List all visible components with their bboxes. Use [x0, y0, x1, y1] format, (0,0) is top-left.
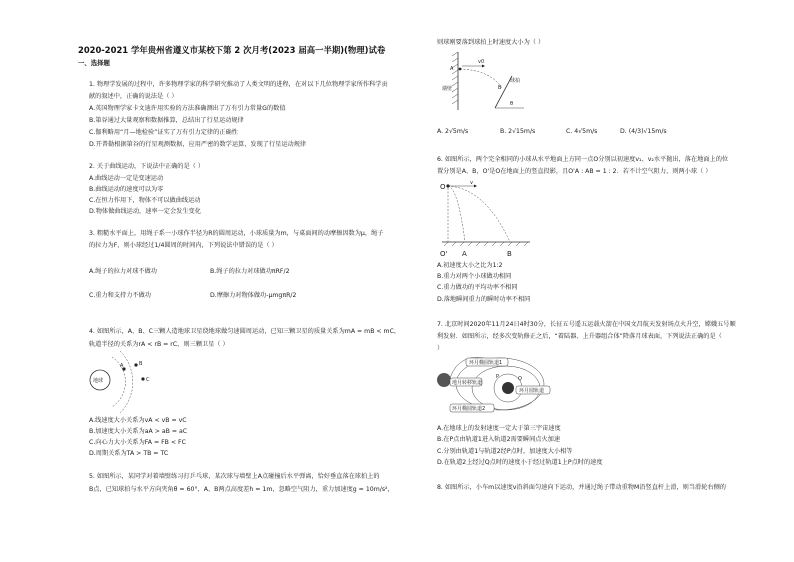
- question-7-stem-line-3: ）: [437, 345, 444, 352]
- question-3-option-a: A.绳子的拉力对球不做功: [89, 268, 157, 275]
- point-p-label: P: [496, 374, 500, 380]
- point-b-label: B: [498, 85, 502, 91]
- question-1-option-a: A.英国物理学家卡文迪许用实验的方法准确测出了万有引力常量G的数值: [89, 105, 286, 112]
- section-heading: 一、选择题: [78, 59, 110, 67]
- question-6-projectile-figure: [440, 180, 540, 258]
- point-o-prime-label: O': [440, 250, 448, 258]
- question-3-stem-line-2: 的拉力为F，则小球经过1/4圆周的时间内，下列说法中错误的是（ ）: [89, 242, 278, 249]
- question-5-wall-figure: [440, 52, 530, 112]
- question-6-option-a: A.初速度大小之比为1:2: [437, 262, 503, 269]
- moon: [502, 382, 514, 394]
- question-7-stem-line-2: 利发射．如图所示，经多次变轨修正之后，“着陆器、上升器组合体”降落月球表面，下列说法正确的是（: [437, 333, 722, 340]
- question-5-stem-line-3: 则球刚要落到球拍上时速度大小为（ ）: [437, 39, 545, 46]
- point-q-label: Q: [518, 376, 522, 382]
- question-3-stem-line-1: 3. 粗糙水平面上，用绳子系一小球作半径为R的圆周运动，小球质量为m，与桌面间的动摩擦因数为μ，绳子: [89, 230, 384, 237]
- question-2-option-b: B.曲线运动的速度可以为零: [89, 186, 164, 193]
- question-4-option-c: C.向心力大小关系为FA = FB < FC: [89, 439, 186, 446]
- question-6-stem-line-1: 6. 如图所示，两个完全相同的小球从水平地面上方同一点O分别以初速度v₁、v₂水平抛出，落在地面上的位: [437, 156, 729, 163]
- page-title: 2020-2021 学年贵州省遵义市某校下第 2 次月考(2023 届高一半期)(物理)试卷: [78, 45, 386, 55]
- point-o-label: O: [440, 183, 446, 191]
- question-7-option-b: B.在P点由轨道1进入轨道2需要瞬间点火加速: [437, 436, 561, 443]
- question-7-orbit-figure: [436, 352, 576, 422]
- question-3-option-c: C.重力和支持力不做功: [89, 292, 151, 299]
- question-7-option-d: D.在轨道2上经过Q点时的速度小于经过轨道1上P点时的速度: [437, 459, 603, 466]
- question-5-stem-line-1: 5. 如图所示，某同学对着墙壁练习打乒乓球，某次球与墙壁上A点碰撞后水平弹离，恰好垂直落在球拍上的: [89, 473, 380, 480]
- wall-label: 墙壁: [442, 86, 453, 92]
- question-7-stem-line-1: 7. 北京时间2020年11月24日4时30分，长征五号遥五运载火箭在中国文昌航天发射场点火升空，嫦娥五号顺: [437, 321, 736, 328]
- question-4-option-b: B.加速度大小关系为aA > aB = aC: [89, 428, 188, 435]
- question-1-option-b: B.第谷通过大量观察和数据推算，总结出了行星运动规律: [89, 117, 244, 124]
- orbit-bc: [120, 351, 133, 413]
- question-2-option-d: D.物体做曲线运动，速率一定会发生变化: [89, 208, 201, 215]
- question-2-option-a: A.曲线运动一定是变速运动: [89, 175, 164, 182]
- question-6-option-c: C.重力做功的平均功率不相同: [437, 284, 518, 291]
- question-7-option-c: C.分别由轨道1与轨道2经P点时，加速度大小相等: [437, 448, 573, 455]
- question-5-option-c: C. 4√5m/s: [566, 128, 598, 135]
- question-2-stem: 2. 关于曲线运动，下说法中正确的是（ ）: [89, 163, 205, 170]
- question-5-option-b: B. 2√15m/s: [500, 128, 536, 135]
- question-5-option-d: D. (4/3)√15m/s: [620, 128, 667, 135]
- question-4-option-d: D.周期关系为TA > TB = TC: [89, 450, 169, 457]
- transfer-orbit-label: 地月转移轨道: [452, 380, 483, 386]
- satellite-c-label: C: [146, 377, 150, 383]
- question-4-option-a: A.线速度大小关系为vA < vB = vC: [89, 417, 187, 424]
- theta-label: θ: [510, 101, 514, 107]
- ellipse-1-label: 环月椭圆轨道1: [469, 360, 503, 366]
- satellite-b: [134, 363, 137, 366]
- earth: [437, 373, 451, 387]
- point-a-label: A: [462, 250, 467, 258]
- velocity-label: v: [470, 180, 473, 186]
- satellite-c: [141, 377, 144, 380]
- point-b-label: B: [507, 250, 512, 258]
- circular-orbit-label: 环月圆轨道: [519, 388, 545, 394]
- question-1-option-d: D.开普勒根据第谷的行星观测数据，应用严密的数学运算，发现了行星运动规律: [89, 141, 307, 148]
- v0-label: v0: [478, 59, 485, 65]
- question-6-option-b: B.重力对两个小球做功相同: [437, 273, 512, 280]
- question-3-option-d: D.摩擦力对物体做功-μmgπR/2: [210, 292, 297, 299]
- question-1-stem-line-2: 献的叙述中，正确的说法是（ ）: [89, 93, 178, 100]
- question-2-option-c: C.在恒力作用下，物体不可以做曲线运动: [89, 197, 201, 204]
- question-1-stem-line-1: 1. 物理学发展的过程中，许多物理学家的科学研究推动了人类文明的进程，在对以下几位物理学家所作科学贡: [89, 81, 388, 88]
- ellipse-2-label: 环月椭圆轨道2: [452, 406, 486, 412]
- question-8-stem-line-1: 8. 如图所示，小车m以速度v沿斜面匀速向下运动，并通过绳子带动重物M沿竖直杆上滑，则当滑轮右侧的: [437, 484, 726, 491]
- question-6-stem-line-2: 置分别是A、B，O'是O在地面上的竖直投影，且O'A : AB = 1 : 2．若不计空气阻力，则两小球（ ）: [437, 168, 712, 175]
- question-3-option-b: B.绳子的拉力对球做功πRF/2: [210, 268, 290, 275]
- question-5-stem-line-2: B点，已知球拍与水平方向夹角θ = 60°，A、B两点高度差h = 1m，忽略空气阻力，重力加速度g = 10m/s²，: [89, 486, 394, 493]
- paddle-label: 球拍: [510, 78, 521, 84]
- question-6-option-d: D.落地瞬间重力的瞬时功率不相同: [437, 296, 531, 303]
- point-a-label: A: [450, 66, 454, 72]
- question-4-stem-line-1: 4. 如图所示，A、B、C三颗人造地球卫星绕地球做匀速圆周运动，已知三颗卫星的质量关系为mA = mB < mC，: [89, 328, 401, 335]
- question-4-orbit-figure: [90, 355, 170, 415]
- satellite-a-label: A: [120, 363, 124, 369]
- satellite-b-label: B: [139, 361, 143, 367]
- earth-label: 地球: [93, 378, 104, 384]
- question-4-stem-line-2: 轨道半径的关系为rA < rB = rC，则三颗卫星（ ）: [89, 341, 229, 348]
- question-7-option-a: A.在地球上的发射速度一定大于第三宇宙速度: [437, 425, 561, 432]
- question-1-option-c: C.伽利略用“月—地检验”证实了万有引力定律的正确性: [89, 129, 238, 136]
- question-5-option-a: A. 2√5m/s: [437, 128, 469, 135]
